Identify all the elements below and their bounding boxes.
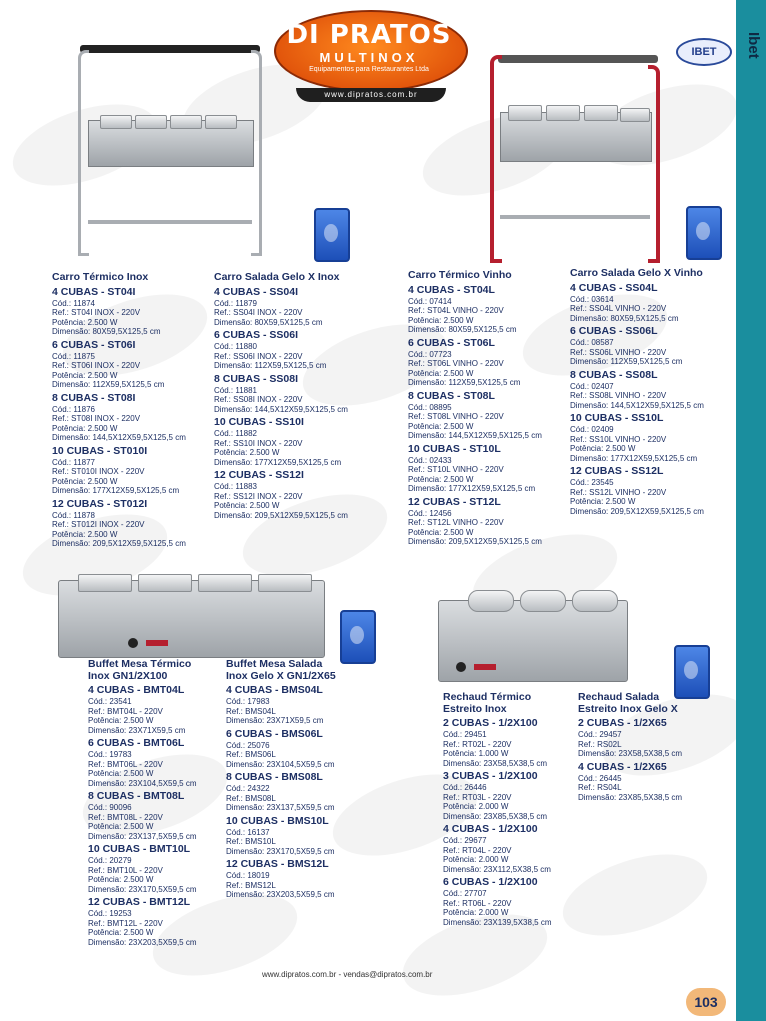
variant-ref: Ref.: ST06L VINHO - 220V <box>408 359 504 368</box>
variant-heading: 10 CUBAS - SS10L <box>570 412 664 424</box>
variant-power: Potência: 2.500 W <box>88 928 154 937</box>
variant-code: Cód.: 11878 <box>52 510 95 520</box>
variant-code: Cód.: 17983 <box>226 697 270 706</box>
variant-heading: 4 CUBAS - SS04L <box>570 281 658 294</box>
variant-code: Cód.: 26445 <box>578 773 622 783</box>
variant-code: Cód.: 11876 <box>52 404 95 414</box>
variant-dimension: Dimensão: 177X12X59,5X125,5 cm <box>570 453 698 463</box>
variant-code: Cód.: 18019 <box>226 871 270 880</box>
variant <box>408 284 568 335</box>
product-title: Carro Térmico Vinho <box>408 269 512 281</box>
product-carro-salada-gelo-vinho <box>570 268 730 516</box>
variant-dimension: Dimensão: 23X104,5X59,5 cm <box>226 759 335 769</box>
variant-dimension: Dimensão: 23X203,5X59,5 cm <box>226 890 335 899</box>
side-tab-label: Ibet <box>745 32 762 59</box>
variant-ref: Ref.: ST04I INOX - 220V <box>52 308 141 317</box>
product-title-line2: Estreito Inox Gelo X <box>578 702 678 715</box>
variant-ref: Ref.: SS08I INOX - 220V <box>214 395 303 404</box>
variant-ref: Ref.: RT06L - 220V <box>443 898 512 908</box>
variant-code: Cód.: 29677 <box>443 836 487 845</box>
variant-heading: 12 CUBAS - BMS12L <box>226 858 329 870</box>
variant-heading: 4 CUBAS - 1/2X100 <box>443 823 538 835</box>
logo-title: DI PRATOS <box>286 20 452 50</box>
variant <box>226 771 376 813</box>
footer-contact: www.dipratos.com.br - vendas@dipratos.com.br <box>262 970 433 979</box>
variant-dimension: Dimensão: 23X58,5X38,5 cm <box>578 749 683 758</box>
variant-heading: 6 CUBAS - ST06L <box>408 336 495 349</box>
variant <box>570 282 730 324</box>
variant-code: Cód.: 11877 <box>52 457 95 467</box>
variant <box>570 325 730 367</box>
variant <box>214 416 374 467</box>
variant <box>408 337 568 388</box>
variant-power: Potência: 2.500 W <box>88 716 154 725</box>
variant-power: Potência: 2.500 W <box>408 474 474 484</box>
variant-heading: 6 CUBAS - ST06I <box>52 338 136 351</box>
variant-ref: Ref.: SS06I INOX - 220V <box>214 351 303 361</box>
variant-ref: Ref.: BMS08L <box>226 793 276 803</box>
variant-code: Cód.: 08587 <box>570 338 614 347</box>
variant-heading: 6 CUBAS - BMT06L <box>88 737 185 749</box>
variant-dimension: Dimensão: 80X59,5X125,5 cm <box>52 327 161 336</box>
variant-heading: 2 CUBAS - 1/2X65 <box>578 717 667 729</box>
variant-heading: 12 CUBAS - ST012I <box>52 497 148 510</box>
variant <box>408 443 568 494</box>
product-title-line2: Estreito Inox <box>443 702 507 715</box>
variant-code: Cód.: 11879 <box>214 298 257 308</box>
variant <box>88 737 228 788</box>
variant-ref: Ref.: BMT08L - 220V <box>88 812 163 822</box>
variant-dimension: Dimensão: 177X12X59,5X125,5 cm <box>52 486 180 495</box>
variant-code: Cód.: 19253 <box>88 909 132 918</box>
variant-heading: 12 CUBAS - ST12L <box>408 495 501 508</box>
variant-dimension: Dimensão: 144,5X12X59,5X125,5 cm <box>408 431 542 440</box>
product-title: Rechaud Térmico <box>443 691 532 703</box>
variant-power: Potência: 2.500 W <box>570 497 636 506</box>
variant <box>570 412 730 463</box>
variant-heading: 4 CUBAS - ST04I <box>52 285 136 298</box>
variant-code: Cód.: 24322 <box>226 784 270 793</box>
variant-ref: Ref.: ST08L VINHO - 220V <box>408 412 504 421</box>
variant <box>226 858 376 900</box>
variant-ref: Ref.: ST04L VINHO - 220V <box>408 306 504 315</box>
variant <box>88 896 228 947</box>
variant-heading: 12 CUBAS - BMT12L <box>88 896 191 908</box>
variant-code: Cód.: 11880 <box>214 342 257 351</box>
variant <box>214 373 374 415</box>
variant <box>52 392 212 443</box>
variant-dimension: Dimensão: 177X12X59,5X125,5 cm <box>408 484 536 493</box>
variant-code: Cód.: 03614 <box>570 294 614 304</box>
variant-ref: Ref.: ST06I INOX - 220V <box>52 361 141 370</box>
variant-ref: Ref.: RT03L - 220V <box>443 792 512 802</box>
variant-ref: Ref.: RT02L - 220V <box>443 739 512 749</box>
variant-power: Potência: 2.000 W <box>443 908 509 917</box>
variant <box>408 496 568 547</box>
variant-dimension: Dimensão: 209,5X12X59,5X125,5 cm <box>52 539 186 548</box>
variant-heading: 3 CUBAS - 1/2X100 <box>443 770 538 782</box>
variant-code: Cód.: 11881 <box>214 385 257 395</box>
variant <box>214 329 374 371</box>
variant-dimension: Dimensão: 23X203,5X59,5 cm <box>88 937 197 947</box>
variant <box>578 717 718 759</box>
variant-code: Cód.: 11882 <box>214 429 257 438</box>
variant-dimension: Dimensão: 177X12X59,5X125,5 cm <box>214 457 342 467</box>
variant-power: Potência: 2.500 W <box>570 444 636 453</box>
product-rechaud-salada <box>578 692 718 802</box>
variant-ref: Ref.: BMS06L <box>226 750 276 759</box>
variant-power: Potência: 2.500 W <box>214 448 280 457</box>
variant-ref: Ref.: RS04L <box>578 783 622 792</box>
variant <box>443 876 578 927</box>
variant-ref: Ref.: BMT10L - 220V <box>88 865 163 875</box>
variant-heading: 6 CUBAS - SS06I <box>214 329 299 341</box>
variant-power: Potência: 2.500 W <box>88 875 154 884</box>
variant-code: Cód.: 29451 <box>443 730 487 739</box>
product-title-line2: Inox Gelo X GN1/2X65 <box>226 669 336 682</box>
product-title: Carro Salada Gelo X Vinho <box>570 267 703 279</box>
variant <box>570 465 730 516</box>
brand-logo <box>274 10 464 102</box>
variant <box>214 286 374 328</box>
variant-dimension: Dimensão: 23X58,5X38,5 cm <box>443 758 548 768</box>
variant-power: Potência: 2.500 W <box>52 476 118 486</box>
product-rechaud-termico <box>443 692 578 927</box>
variant-ref: Ref.: BMT04L - 220V <box>88 706 163 716</box>
variant-code: Cód.: 08895 <box>408 402 452 412</box>
variant-power: Potência: 2.500 W <box>408 527 474 537</box>
variant-heading: 12 CUBAS - SS12I <box>214 469 304 481</box>
variant-code: Cód.: 07723 <box>408 349 452 359</box>
variant <box>52 286 212 337</box>
variant-ref: Ref.: BMS12L <box>226 880 276 890</box>
variant-dimension: Dimensão: 209,5X12X59,5X125,5 cm <box>408 537 542 546</box>
variant <box>226 815 376 857</box>
variant-ref: Ref.: SS04I INOX - 220V <box>214 308 303 317</box>
variant-heading: 8 CUBAS - SS08I <box>214 372 299 385</box>
variant-dimension: Dimensão: 209,5X12X59,5X125,5 cm <box>214 510 348 520</box>
product-title: Carro Salada Gelo X Inox <box>214 271 340 283</box>
variant-heading: 4 CUBAS - ST04L <box>408 283 495 296</box>
variant <box>226 728 376 770</box>
variant-dimension: Dimensão: 23X71X59,5 cm <box>88 725 186 735</box>
variant-code: Cód.: 27707 <box>443 889 487 898</box>
logo-tagline: Equipamentos para Restaurantes Ltda <box>309 66 429 73</box>
buffet-mesa-termico-image <box>58 570 328 656</box>
variant-dimension: Dimensão: 23X170,5X59,5 cm <box>226 846 335 856</box>
variant-power: Potência: 2.500 W <box>408 315 474 325</box>
product-title: Rechaud Salada <box>578 691 660 703</box>
variant-code: Cód.: 11883 <box>214 482 257 491</box>
variant-power: Potência: 2.500 W <box>214 501 280 510</box>
variant-code: Cód.: 90096 <box>88 803 132 812</box>
variant-code: Cód.: 11875 <box>52 351 95 361</box>
variant <box>214 469 374 520</box>
product-title-line2: Inox GN1/2X100 <box>88 669 168 682</box>
variant-heading: 8 CUBAS - ST08L <box>408 389 495 402</box>
variant <box>443 717 578 768</box>
variant-ref: Ref.: BMS10L <box>226 837 276 846</box>
variant-heading: 12 CUBAS - SS12L <box>570 465 664 477</box>
variant-code: Cód.: 07414 <box>408 296 452 306</box>
variant-dimension: Dimensão: 144,5X12X59,5X125,5 cm <box>214 404 348 414</box>
variant-ref: Ref.: BMS04L <box>226 706 276 716</box>
variant-ref: Ref.: BMT06L - 220V <box>88 759 163 769</box>
variant-heading: 10 CUBAS - ST10L <box>408 442 501 455</box>
variant-power: Potência: 2.000 W <box>443 855 509 864</box>
logo-url: www.dipratos.com.br <box>296 88 446 102</box>
product-buffet-mesa-salada <box>226 659 376 900</box>
variant-heading: 6 CUBAS - SS06L <box>570 325 658 337</box>
variant-code: Cód.: 29457 <box>578 730 622 739</box>
variant-heading: 4 CUBAS - BMT04L <box>88 684 185 696</box>
variant-heading: 8 CUBAS - ST08I <box>52 391 136 404</box>
variant-ref: Ref.: SS12L VINHO - 220V <box>570 487 667 497</box>
variant-code: Cód.: 26446 <box>443 783 487 792</box>
variant-ref: Ref.: SS12I INOX - 220V <box>214 491 303 501</box>
variant-code: Cód.: 02407 <box>570 381 614 391</box>
variant-power: Potência: 2.500 W <box>408 421 474 431</box>
variant-code: Cód.: 02409 <box>570 425 614 434</box>
variant-ref: Ref.: ST12L VINHO - 220V <box>408 518 504 527</box>
product-title: Buffet Mesa Salada <box>226 658 323 670</box>
variant-dimension: Dimensão: 23X85,5X38,5 cm <box>578 792 683 802</box>
variant <box>570 369 730 411</box>
variant-heading: 8 CUBAS - BMS08L <box>226 771 323 783</box>
product-carro-salada-gelo-inox <box>214 272 374 520</box>
variant-dimension: Dimensão: 23X139,5X38,5 cm <box>443 917 552 927</box>
variant-heading: 2 CUBAS - 1/2X100 <box>443 717 538 729</box>
variant-heading: 4 CUBAS - 1/2X65 <box>578 760 667 773</box>
variant-dimension: Dimensão: 23X137,5X59,5 cm <box>226 803 335 812</box>
variant-ref: Ref.: BMT12L - 220V <box>88 918 163 928</box>
variant-heading: 8 CUBAS - BMT08L <box>88 790 185 802</box>
variant-ref: Ref.: SS04L VINHO - 220V <box>570 304 667 313</box>
variant-code: Cód.: 20279 <box>88 856 132 865</box>
variant <box>88 843 228 894</box>
variant-ref: Ref.: ST010I INOX - 220V <box>52 467 145 476</box>
carro-termico-inox-image <box>70 45 270 260</box>
variant-heading: 8 CUBAS - SS08L <box>570 368 658 381</box>
variant <box>52 339 212 390</box>
variant-dimension: Dimensão: 80X59,5X125,5 cm <box>570 313 679 323</box>
variant-power: Potência: 2.500 W <box>408 368 474 378</box>
variant-ref: Ref.: ST012I INOX - 220V <box>52 520 145 529</box>
variant <box>578 761 718 803</box>
variant-code: Cód.: 02433 <box>408 455 452 465</box>
variant-ref: Ref.: ST08I INOX - 220V <box>52 414 141 423</box>
variant-power: Potência: 2.500 W <box>52 423 118 433</box>
variant <box>443 770 578 821</box>
product-title: Buffet Mesa Térmico <box>88 658 192 670</box>
rechaud-termico-image <box>438 580 630 680</box>
variant-code: Cód.: 11874 <box>52 298 95 308</box>
variant <box>88 684 228 735</box>
variant-dimension: Dimensão: 80X59,5X125,5 cm <box>408 325 517 334</box>
gelo-x-icon <box>686 206 722 260</box>
variant-power: Potência: 1.000 W <box>443 749 509 758</box>
variant-dimension: Dimensão: 112X59,5X125,5 cm <box>214 361 327 370</box>
page-number: 103 <box>686 988 726 1016</box>
variant-ref: Ref.: SS06L VINHO - 220V <box>570 347 667 357</box>
variant-dimension: Dimensão: 209,5X12X59,5X125,5 cm <box>570 506 704 516</box>
variant-heading: 4 CUBAS - BMS04L <box>226 684 323 696</box>
variant-code: Cód.: 19783 <box>88 750 132 759</box>
variant-dimension: Dimensão: 23X104,5X59,5 cm <box>88 778 197 788</box>
variant-heading: 10 CUBAS - BMT10L <box>88 843 191 855</box>
variant-heading: 6 CUBAS - BMS06L <box>226 727 323 740</box>
variant-power: Potência: 2.000 W <box>443 802 509 811</box>
variant-dimension: Dimensão: 23X71X59,5 cm <box>226 716 324 725</box>
variant-power: Potência: 2.500 W <box>88 822 154 831</box>
variant <box>52 445 212 496</box>
variant-dimension: Dimensão: 112X59,5X125,5 cm <box>408 378 521 387</box>
side-tab <box>736 0 766 1021</box>
variant-power: Potência: 2.500 W <box>52 370 118 380</box>
variant-heading: 10 CUBAS - SS10I <box>214 416 304 428</box>
product-carro-termico-vinho <box>408 270 568 547</box>
variant-dimension: Dimensão: 23X112,5X38,5 cm <box>443 864 551 874</box>
ibet-badge: IBET <box>676 38 732 66</box>
variant-code: Cód.: 16137 <box>226 827 270 837</box>
variant <box>226 684 376 726</box>
variant-ref: Ref.: RS02L <box>578 739 622 749</box>
variant <box>52 498 212 549</box>
variant-ref: Ref.: SS08L VINHO - 220V <box>570 391 667 400</box>
variant-dimension: Dimensão: 23X170,5X59,5 cm <box>88 884 197 894</box>
carro-termico-vinho-image <box>478 50 668 260</box>
variant <box>88 790 228 841</box>
variant <box>443 823 578 874</box>
variant-ref: Ref.: SS10I INOX - 220V <box>214 438 303 448</box>
variant-power: Potência: 2.500 W <box>52 529 118 539</box>
gelo-x-icon <box>340 610 376 664</box>
variant-ref: Ref.: SS10L VINHO - 220V <box>570 434 667 444</box>
product-title: Carro Térmico Inox <box>52 271 149 283</box>
variant-dimension: Dimensão: 112X59,5X125,5 cm <box>570 357 683 366</box>
variant-code: Cód.: 23545 <box>570 478 614 487</box>
variant-dimension: Dimensão: 144,5X12X59,5X125,5 cm <box>52 433 186 442</box>
variant-dimension: Dimensão: 144,5X12X59,5X125,5 cm <box>570 400 704 410</box>
variant-dimension: Dimensão: 23X85,5X38,5 cm <box>443 811 548 821</box>
variant-heading: 6 CUBAS - 1/2X100 <box>443 876 538 888</box>
variant-ref: Ref.: RT04L - 220V <box>443 845 512 855</box>
variant-power: Potência: 2.500 W <box>88 769 154 778</box>
variant <box>408 390 568 441</box>
variant-heading: 4 CUBAS - SS04I <box>214 285 299 298</box>
variant-heading: 10 CUBAS - ST010I <box>52 444 148 457</box>
variant-code: Cód.: 25076 <box>226 740 270 750</box>
gelo-x-icon <box>314 208 350 262</box>
variant-heading: 10 CUBAS - BMS10L <box>226 814 329 827</box>
gelo-x-icon <box>674 645 710 699</box>
logo-subtitle: MULTINOX <box>319 50 419 65</box>
variant-ref: Ref.: ST10L VINHO - 220V <box>408 465 504 474</box>
product-buffet-mesa-termico <box>88 659 228 947</box>
variant-code: Cód.: 12456 <box>408 508 452 518</box>
variant-power: Potência: 2.500 W <box>52 317 118 327</box>
product-carro-termico-inox <box>52 272 212 549</box>
variant-dimension: Dimensão: 80X59,5X125,5 cm <box>214 317 323 327</box>
variant-code: Cód.: 23541 <box>88 697 132 706</box>
variant-dimension: Dimensão: 112X59,5X125,5 cm <box>52 380 165 389</box>
variant-dimension: Dimensão: 23X137,5X59,5 cm <box>88 831 197 841</box>
